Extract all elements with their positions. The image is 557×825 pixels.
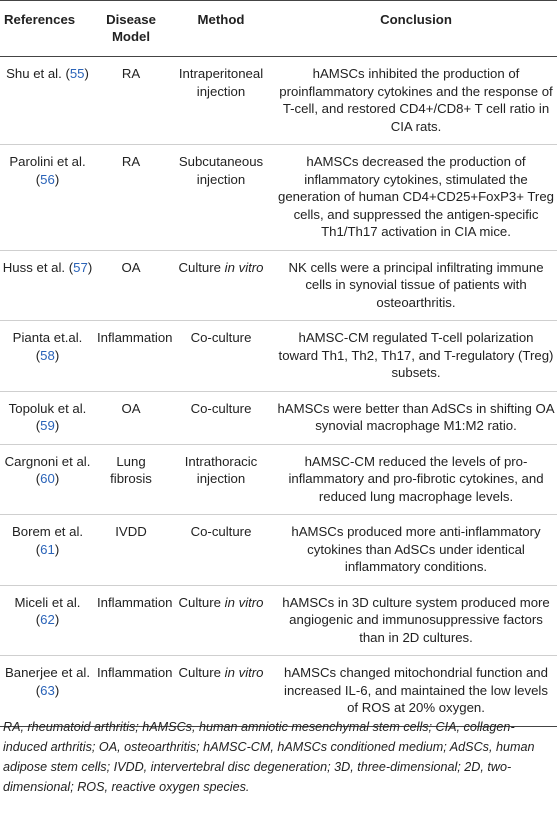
- method-cell: [167, 250, 275, 321]
- reference-close: ): [84, 66, 89, 81]
- method-cell: [167, 391, 275, 444]
- method-italic-text: in vitro: [224, 259, 264, 275]
- reference-author: Topoluk et al. (: [8, 400, 87, 433]
- table-row: [0, 444, 557, 515]
- reference-author: Miceli et al. (: [14, 594, 81, 627]
- reference-link[interactable]: 63: [40, 682, 55, 698]
- disease-model-cell: Lung fibrosis: [95, 444, 167, 515]
- reference-cell: [0, 515, 95, 586]
- reference-close: ): [54, 347, 60, 363]
- reference-cell: [0, 391, 95, 444]
- reference-cell: [0, 585, 95, 656]
- reference-author: Huss et al. (: [2, 259, 74, 275]
- reference-author: Banerjee et al. (: [4, 665, 91, 698]
- method-italic-text: in vitro: [224, 665, 264, 680]
- header-method: Method: [167, 1, 275, 57]
- method-cell: [167, 145, 275, 251]
- method-cell: [167, 321, 275, 392]
- reference-cell: [0, 145, 95, 251]
- table-row: [0, 321, 557, 392]
- disease-model-cell: Inflammation: [95, 321, 167, 392]
- method-italic-text: in vitro: [224, 594, 264, 610]
- disease-model-cell: RA: [95, 145, 167, 251]
- reference-close: ): [54, 682, 60, 698]
- reference-author: Pianta et.al. (: [12, 330, 83, 363]
- method-text: Intrathoracic injection: [184, 453, 258, 486]
- table-row: [0, 250, 557, 321]
- method-text: Subcutaneous injection: [178, 154, 264, 187]
- reference-close: ): [54, 471, 60, 486]
- header-disease-model: Disease Model: [95, 1, 167, 57]
- reference-link[interactable]: 55: [69, 66, 85, 81]
- table-row: [0, 57, 557, 145]
- method-cell: [167, 656, 275, 727]
- disease-model-cell: OA: [95, 391, 167, 444]
- reference-cell: [0, 656, 95, 727]
- header-conclusion: Conclusion: [275, 1, 557, 57]
- conclusion-cell: NK cells were a principal infiltrating immune cells in synovial tissue of patients with osteoarthritis.: [275, 250, 557, 321]
- conclusion-cell: hAMSCs decreased the production of inflammatory cytokines, stimulated the generation of human CD4+CD25+FoxP3+ Treg cells, and suppressed the antigen-specific Th1/Th17 activation in CIA mice.: [275, 145, 557, 251]
- reference-author: Parolini et al. (: [9, 154, 86, 187]
- reference-close: ): [54, 171, 60, 187]
- conclusion-cell: hAMSCs produced more anti-inflammatory cytokines than AdSCs under identical inflammatory conditions.: [275, 515, 557, 586]
- reference-cell: [0, 57, 95, 145]
- table-row: [0, 585, 557, 656]
- reference-cell: [0, 444, 95, 515]
- method-cell: [167, 444, 275, 515]
- table-row: [0, 656, 557, 727]
- reference-link[interactable]: 58: [40, 347, 55, 363]
- method-text: Intraperitoneal injection: [178, 66, 264, 99]
- method-text: Co-culture: [190, 400, 252, 416]
- method-text: Culture: [178, 259, 225, 275]
- reference-author: Cargnoni et al. (: [4, 453, 91, 486]
- disease-model-cell: Inflammation: [95, 585, 167, 656]
- method-text: Co-culture: [190, 330, 252, 345]
- conclusion-cell: hAMSCs inhibited the production of proinflammatory cytokines and the response of T-cell, and restored CD4+/CD8+ T cell ratio in CIA rats.: [275, 57, 557, 145]
- table-footnote: RA, rheumatoid arthritis; hAMSCs, human amniotic mesenchymal stem cells; CIA, collagen-induced arthritis; OA, osteoarthritis; hAMSC-CM, hAMSCs conditioned medium; AdSCs, human adipose stem cells; IVDD, intervertebral disc degeneration; 3D, three-dimensional; 2D, two-dimensional; ROS, reactive oxygen species.: [3, 720, 535, 794]
- reference-close: ): [54, 541, 60, 557]
- table-row: [0, 145, 557, 251]
- reference-link[interactable]: 61: [40, 541, 55, 557]
- method-cell: [167, 57, 275, 145]
- conclusion-cell: hAMSC-CM reduced the levels of pro-inflammatory and pro-fibrotic cytokines, and reduced lung macrophage levels.: [275, 444, 557, 515]
- conclusion-cell: hAMSCs in 3D culture system produced more angiogenic and immunosuppressive factors than in 2D cultures.: [275, 585, 557, 656]
- reference-author: Shu et al. (: [6, 66, 70, 81]
- reference-close: ): [87, 259, 93, 275]
- method-cell: [167, 585, 275, 656]
- method-text: Culture: [178, 665, 225, 680]
- reference-link[interactable]: 57: [73, 259, 88, 275]
- header-row: [0, 1, 557, 57]
- reference-close: ): [54, 612, 60, 627]
- conclusion-cell: hAMSCs changed mitochondrial function and increased IL-6, and maintained the low levels of ROS at 20% oxygen.: [275, 656, 557, 727]
- disease-model-cell: OA: [95, 250, 167, 321]
- conclusion-cell: hAMSCs were better than AdSCs in shifting OA synovial macrophage M1:M2 ratio.: [275, 391, 557, 444]
- table-row: [0, 391, 557, 444]
- disease-model-cell: Inflammation: [95, 656, 167, 727]
- reference-link[interactable]: 56: [40, 171, 55, 187]
- reference-link[interactable]: 62: [40, 612, 55, 627]
- reference-author: Borem et al. (: [11, 524, 84, 557]
- method-cell: [167, 515, 275, 586]
- reference-link[interactable]: 59: [40, 418, 55, 433]
- method-text: Co-culture: [190, 524, 252, 539]
- disease-model-cell: RA: [95, 57, 167, 145]
- reference-cell: [0, 321, 95, 392]
- method-text: Culture: [178, 594, 225, 610]
- header-references: References: [0, 1, 95, 57]
- reference-close: ): [54, 418, 60, 433]
- conclusion-cell: hAMSC-CM regulated T-cell polarization toward Th1, Th2, Th17, and T-regulatory (Treg) subsets.: [275, 321, 557, 392]
- reference-link[interactable]: 60: [40, 471, 55, 486]
- reference-cell: [0, 250, 95, 321]
- table-row: [0, 515, 557, 586]
- disease-model-cell: IVDD: [95, 515, 167, 586]
